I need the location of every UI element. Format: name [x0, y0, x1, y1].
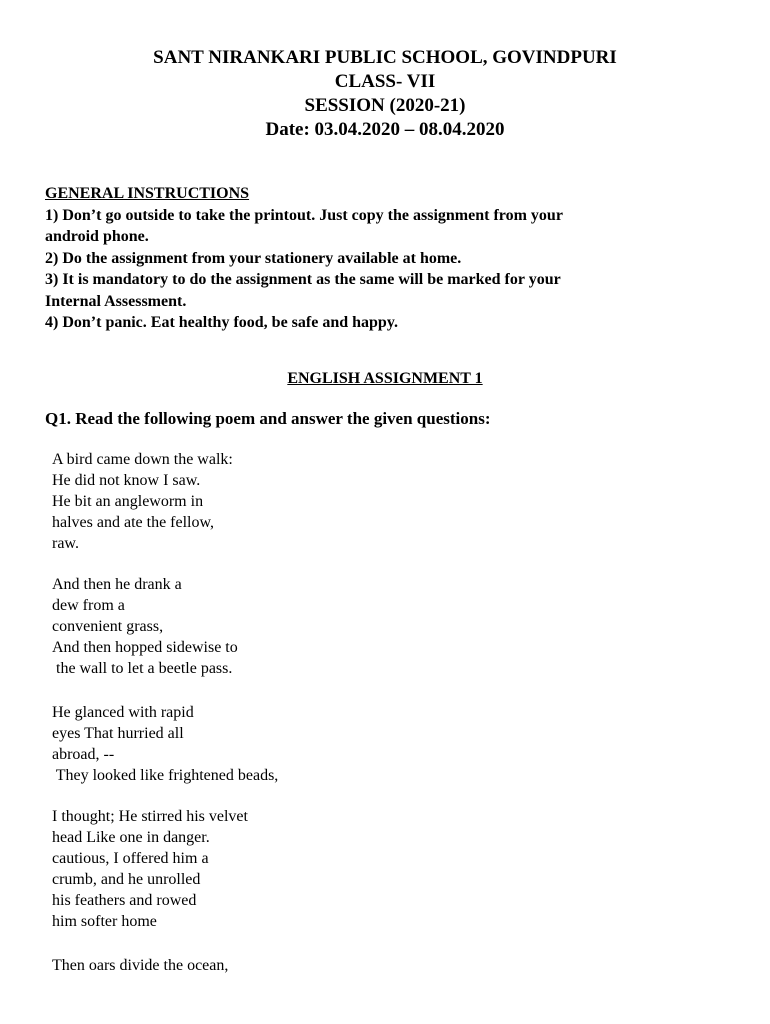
poem-line: eyes That hurried all: [52, 725, 184, 742]
class-label: CLASS- VII: [334, 71, 436, 92]
poem-stanza-2: [52, 574, 382, 679]
poem-line: A bird came down the walk:: [52, 451, 233, 468]
poem-line: They looked like frightened beads,: [52, 767, 279, 784]
poem-line: cautious, I offered him a: [52, 850, 209, 867]
poem-line: And then he drank a: [52, 576, 182, 593]
instruction-line: 1) Don’t go outside to take the printout. Just copy the assignment from your: [45, 206, 563, 224]
poem-line: halves and ate the fellow,: [52, 514, 215, 531]
poem-stanza-4: [52, 806, 382, 932]
date-label: Date: 03.04.2020 – 08.04.2020: [265, 119, 505, 140]
poem-line: He glanced with rapid: [52, 704, 194, 721]
poem-line: I thought; He stirred his velvet: [52, 808, 248, 825]
poem-line: Then oars divide the ocean,: [52, 957, 229, 974]
poem-line: And then hopped sidewise to: [52, 639, 238, 656]
poem-line: him softer home: [52, 913, 157, 930]
poem-line: raw.: [52, 535, 79, 552]
poem-line: convenient grass,: [52, 618, 164, 635]
document-header: [0, 46, 770, 142]
poem-line: head Like one in danger.: [52, 829, 210, 846]
poem-line: his feathers and rowed: [52, 892, 197, 909]
poem-line: crumb, and he unrolled: [52, 871, 201, 888]
assignment-title: ENGLISH ASSIGNMENT 1: [287, 370, 483, 387]
instruction-line: 2) Do the assignment from your stationery available at home.: [45, 249, 462, 267]
question-text: Q1. Read the following poem and answer the given questions:: [45, 409, 491, 428]
poem-line: He bit an angleworm in: [52, 493, 204, 510]
school-name: SANT NIRANKARI PUBLIC SCHOOL, GOVINDPURI: [153, 47, 617, 68]
poem-line: the wall to let a beetle pass.: [52, 660, 233, 677]
instruction-line: android phone.: [45, 228, 149, 245]
instruction-line: Internal Assessment.: [45, 292, 187, 310]
instructions-heading: GENERAL INSTRUCTIONS: [45, 185, 250, 202]
poem-stanza-1: [52, 449, 382, 554]
poem-line: dew from a: [52, 597, 125, 614]
poem-line: abroad, --: [52, 746, 115, 763]
instruction-line: 3) It is mandatory to do the assignment as the same will be marked for your: [45, 271, 561, 288]
poem-line: He did not know I saw.: [52, 472, 201, 489]
poem-stanza-3: [52, 702, 382, 786]
instruction-line: 4) Don’t panic. Eat healthy food, be safe and happy.: [45, 314, 398, 331]
poem-stanza-5: [52, 955, 382, 976]
general-instructions: [45, 183, 685, 334]
session-label: SESSION (2020-21): [304, 95, 466, 116]
